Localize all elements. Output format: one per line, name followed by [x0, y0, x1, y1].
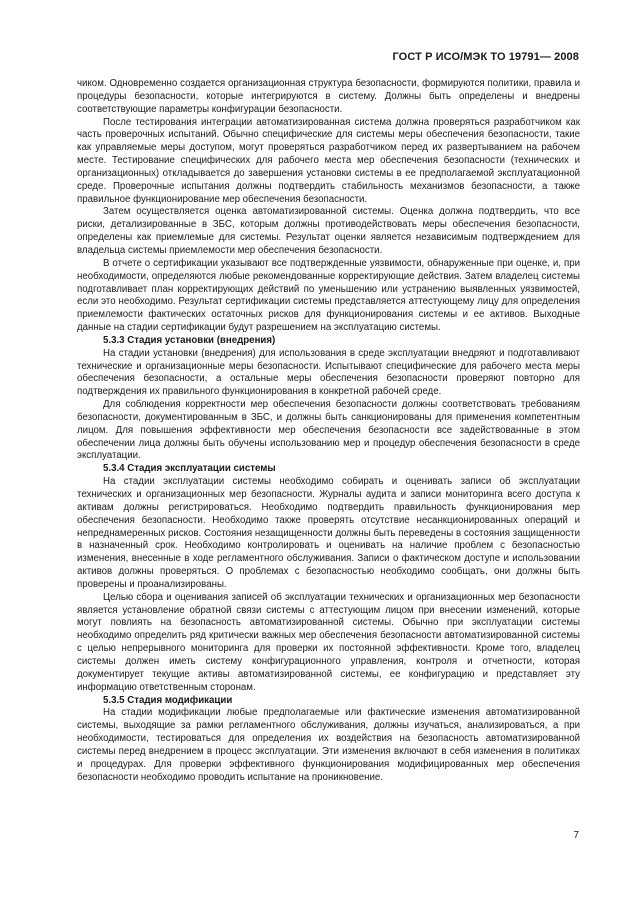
paragraph: Целью сбора и оценивания записей об эксплуатации технических и организационных мер безопасности является установление обратной связи системы с аттестующим лицом при внесении изменений, которые могут повлиять на безопасность автоматизированной системы. Обычно при эксплуатации системы необходимо определить ряд критически важных мер обеспечения безопасности автоматизированной системы с целью непрерывного мониторинга для проверки их постоянной эффективности. Кроме того, владелец системы должен иметь систему конфигурационного управления, контроля и отчетности, которая документирует текущие активы автоматизированной системы, ее конфигурацию и представляет эту информацию ответственным сторонам. [77, 591, 580, 693]
section-heading-5-3-3: 5.3.3 Стадия установки (внедрения) [103, 334, 276, 346]
paragraph: Для соблюдения корректности мер обеспечения безопасности должны соответствовать требованиям безопасности, документированным в ЗБС, и должны быть санкционированы для применения компетентным лицом. Для повышения эффективности мер обеспечения безопасности все задействованные в этом обеспечении лица должны быть обучены использованию мер и процедур обеспечения безопасности в среде эксплуатации. [77, 399, 580, 462]
paragraph: На стадии модификации любые предполагаемые или фактические изменения автоматизированной системы, выходящие за рамки регламентного обслуживания, должны изучаться, анализироваться, а при необходимости, тестироваться для определения их воздействия на безопасность автоматизированной системы перед внедрением в процесс эксплуатации. Эти изменения включают в себя изменения в политиках и процедурах. Для проверки эффективного функционирования модифицированных мер обеспечения безопасности необходимо проводить испытание на проникновение. [77, 707, 580, 783]
paragraph: На стадии эксплуатации системы необходимо собирать и оценивать записи об эксплуатации технических и организационных мер безопасности. Журналы аудита и записи мониторинга всего доступа к активам должны регистрироваться. Необходимо подтвердить правильность функционирования мер обеспечения безопасности. Необходимо также проверять отсутствие несанкционированных операций и непреднамеренных рисков. Состояния незащищенности должны быть переведены в состояния защищенности в назначенный срок. Необходимо контролировать и оценивать на наличие проблем с безопасностью изменения, внесенные в ходе регламентного обслуживания. Записи о фактическом доступе и использовании активов должны проверяться. О проблемах с безопасностью необходимо сообщать, они должны быть проверены и проанализированы. [77, 476, 580, 590]
section-heading-5-3-4: 5.3.4 Стадия эксплуатации системы [103, 463, 276, 475]
paragraph: В отчете о сертификации указывают все подтвержденные уязвимости, обнаруженные при оценке, и, при необходимости, определяются любые рекомендованные корректирующие действия. Затем владелец системы подготавливает план корректирующих действий по уменьшению или устранению выявленных уязвимостей, если это необходимо. Результат сертификации системы представляется аттестующему лицу для определения приемлемости фактических остаточных рисков для функционирования системы и ее активов. Выходные данные на стадии сертификации будут разрешением на эксплуатацию системы. [77, 257, 580, 334]
paragraph: Затем осуществляется оценка автоматизированной системы. Оценка должна подтвердить, что все риски, детализированные в ЗБС, которым должны противодействовать меры обеспечения безопасности, определены как приемлемые для системы. Результат оценки является независимым подтверждением для владельца системы приемлемости мер обеспечения безопасности. [77, 206, 580, 256]
paragraph: чиком. Одновременно создается организационная структура безопасности, формируются политики, правила и процедуры безопасности, которые интегрируются в систему. Должны быть определены и внедрены соответствующие параметры конфигурации безопасности. [77, 78, 580, 115]
page-number: 7 [573, 830, 579, 841]
paragraph: На стадии установки (внедрения) для использования в среде эксплуатации внедряют и подготавливают технические и организационные меры безопасности. Испытывают специфические для рабочего места меры обеспечения безопасности, а остальные меры обеспечения безопасности проверяют повторно для подтверждения их правильного функционирования в конкретной рабочей среде. [77, 347, 580, 398]
section-heading-5-3-5: 5.3.5 Стадия модификации [103, 694, 233, 706]
body-text [77, 78, 580, 784]
paragraph: После тестирования интеграции автоматизированная система должна проверяться разработчиком как часть проверочных испытаний. Обычно специфические для системы меры обеспечения безопасности, такие как управляемые меры доступом, могут проверяться разработчиком перед их развертыванием на рабочем месте. Тестирование специфических для рабочего места мер обеспечения безопасности (технических и организационных) откладывается до завершения установки системы в ее предполагаемой эксплуатационной среде. Проверочные испытания должны подтвердить стабильность механизмов безопасности, а также правильное функционирование мер обеспечения безопасности. [77, 116, 580, 205]
document-code-header: ГОСТ Р ИСО/МЭК ТО 19791— 2008 [392, 51, 579, 63]
